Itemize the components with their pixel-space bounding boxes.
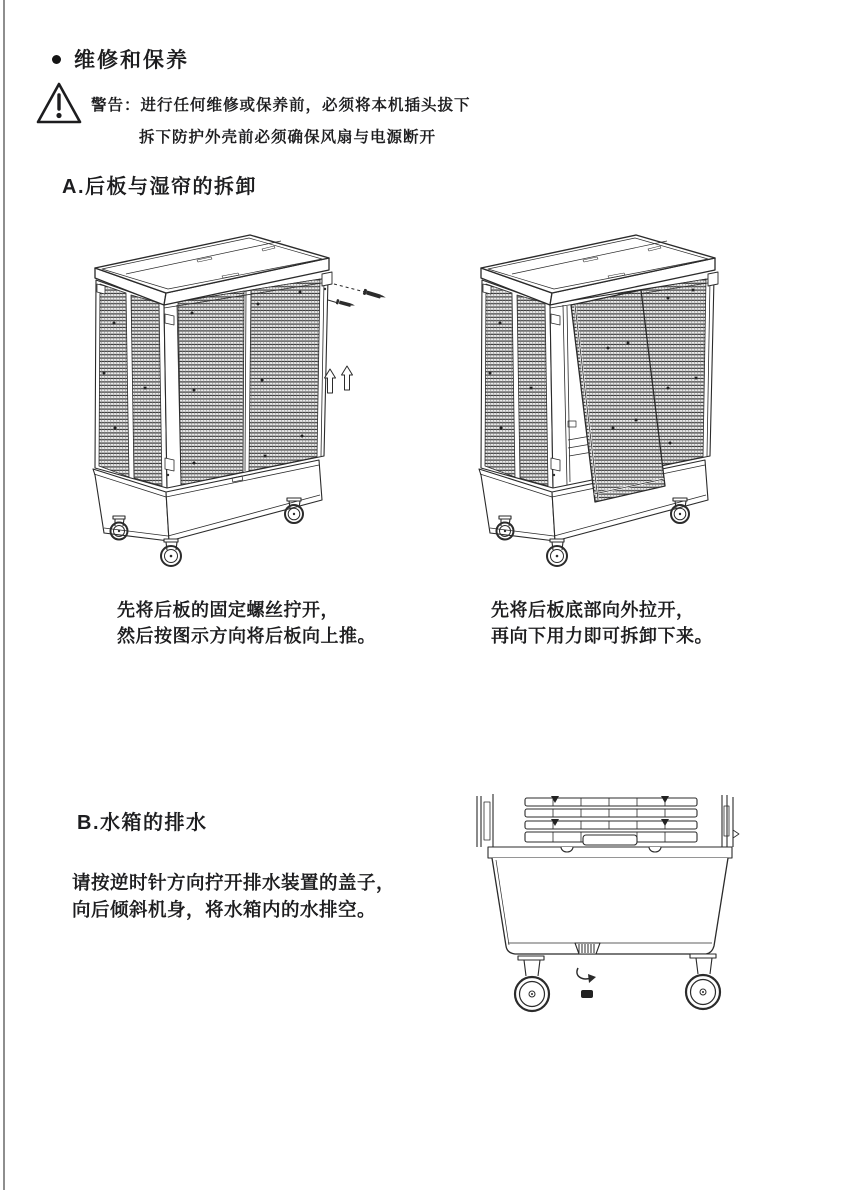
- warning-line1: [91, 90, 471, 122]
- figure-drain-view: [440, 790, 770, 1030]
- warning-line2: 拆下防护外壳前必须确保风扇与电源断开: [139, 129, 437, 146]
- warning-triangle-icon: [35, 80, 83, 128]
- caption-line: 先将后板底部向外拉开，: [491, 600, 695, 620]
- figure-back-panel-unscrew: [82, 228, 402, 573]
- section-b-title: B.水箱的排水: [77, 812, 208, 834]
- drain-cap: [575, 943, 600, 954]
- louver-grille: [525, 796, 697, 845]
- bullet-dot-icon: [52, 55, 61, 64]
- figure-a1-caption: [117, 597, 376, 649]
- caption-line: 请按逆时针方向拧开排水装置的盖子，: [72, 872, 396, 893]
- figure-back-panel-tilt: [468, 228, 788, 573]
- figure-a2-caption: [491, 597, 713, 649]
- caption-line: 向后倾斜机身，将水箱内的水排空。: [72, 899, 377, 920]
- caption-line: 先将后板的固定螺丝拧开，: [117, 600, 339, 620]
- warning-line1-text: 进行任何维修或保养前，必须将本机插头拔下: [140, 97, 471, 114]
- section-a-title: A.后板与湿帘的拆卸: [62, 176, 257, 198]
- counterclockwise-arrow-icon: [577, 968, 596, 983]
- page-edge-line: [3, 0, 5, 1190]
- caption-line: 再向下用力即可拆卸下来。: [491, 626, 713, 646]
- up-arrow-icon: [325, 366, 353, 393]
- section-b-caption: [72, 869, 395, 923]
- caster-wheel-icon: [515, 954, 720, 1011]
- drain-plug: [581, 990, 593, 998]
- warning-label: 警告：: [91, 97, 141, 114]
- caption-line: 然后按图示方向将后板向上推。: [117, 626, 376, 646]
- screw-icon: [336, 289, 387, 309]
- page-title: 维修和保养: [74, 49, 189, 72]
- warning-note: [91, 90, 471, 154]
- section-header: [52, 44, 189, 74]
